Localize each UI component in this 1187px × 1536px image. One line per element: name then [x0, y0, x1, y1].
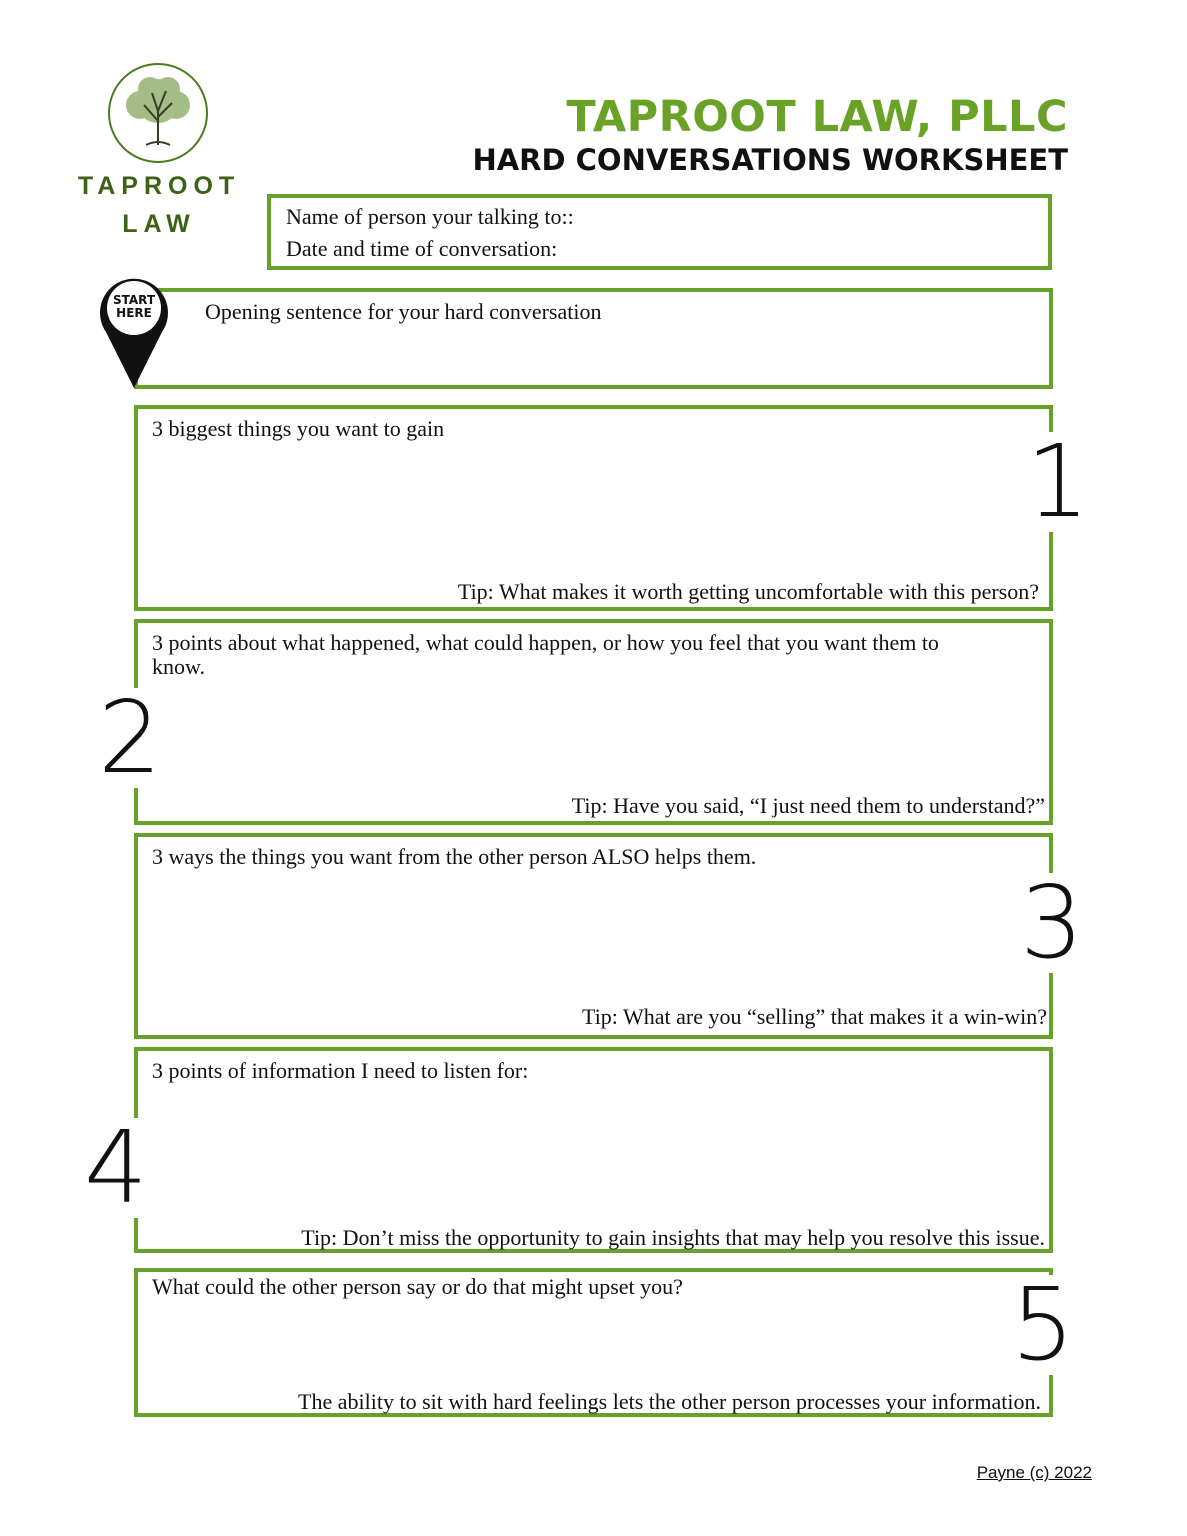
section-3-tip: Tip: What are you “selling” that makes it a win-win? — [582, 1004, 1047, 1029]
footer-copyright: Payne (c) 2022 — [976, 1463, 1092, 1482]
section-4-tip: Tip: Don’t miss the opportunity to gain insights that may help you resolve this issue. — [301, 1225, 1045, 1250]
section-5-box[interactable] — [134, 1268, 1053, 1417]
info-box[interactable] — [267, 194, 1052, 270]
section-1-box[interactable] — [134, 405, 1053, 611]
section-4-box[interactable] — [134, 1047, 1053, 1253]
here-text: HERE — [116, 306, 152, 320]
page-title: TAPROOT LAW, PLLC — [566, 92, 1068, 142]
section-2-box[interactable] — [134, 619, 1053, 825]
logo-text-line1: TAPROOT — [77, 172, 241, 200]
start-here-label — [106, 294, 162, 320]
opening-sentence-box[interactable] — [134, 288, 1053, 389]
section-5-tip: The ability to sit with hard feelings lets the other person processes your information. — [298, 1389, 1041, 1414]
section-5-label: What could the other person say or do that might upset you? — [152, 1274, 683, 1299]
logo-text-line2: LAW — [122, 210, 196, 238]
section-2-number: 2 — [92, 688, 168, 788]
section-1-tip: Tip: What makes it worth getting uncomfortable with this person? — [457, 579, 1039, 604]
section-4-number: 4 — [78, 1118, 154, 1218]
page-subtitle: HARD CONVERSATIONS WORKSHEET — [472, 143, 1068, 177]
section-1-label: 3 biggest things you want to gain — [152, 416, 445, 441]
opening-sentence-label: Opening sentence for your hard conversation — [205, 299, 602, 324]
map-pin-icon — [96, 270, 172, 390]
start-text: START — [112, 293, 156, 307]
section-2-tip: Tip: Have you said, “I just need them to understand?” — [571, 793, 1045, 818]
section-3-label: 3 ways the things you want from the other person ALSO helps them. — [152, 844, 757, 869]
name-field-label: Name of person your talking to:: — [286, 204, 574, 229]
section-3-number: 3 — [1014, 873, 1090, 973]
section-4-label: 3 points of information I need to listen for: — [152, 1058, 529, 1083]
section-2-label: 3 points about what happened, what could happen, or how you feel that you want them to know. — [152, 630, 939, 679]
date-field-label: Date and time of conversation: — [286, 236, 558, 261]
section-3-box[interactable] — [134, 833, 1053, 1039]
logo-emblem — [108, 63, 208, 163]
tree-icon — [110, 65, 206, 161]
section-5-number: 5 — [1005, 1275, 1081, 1375]
section-1-number: 1 — [1020, 432, 1096, 532]
